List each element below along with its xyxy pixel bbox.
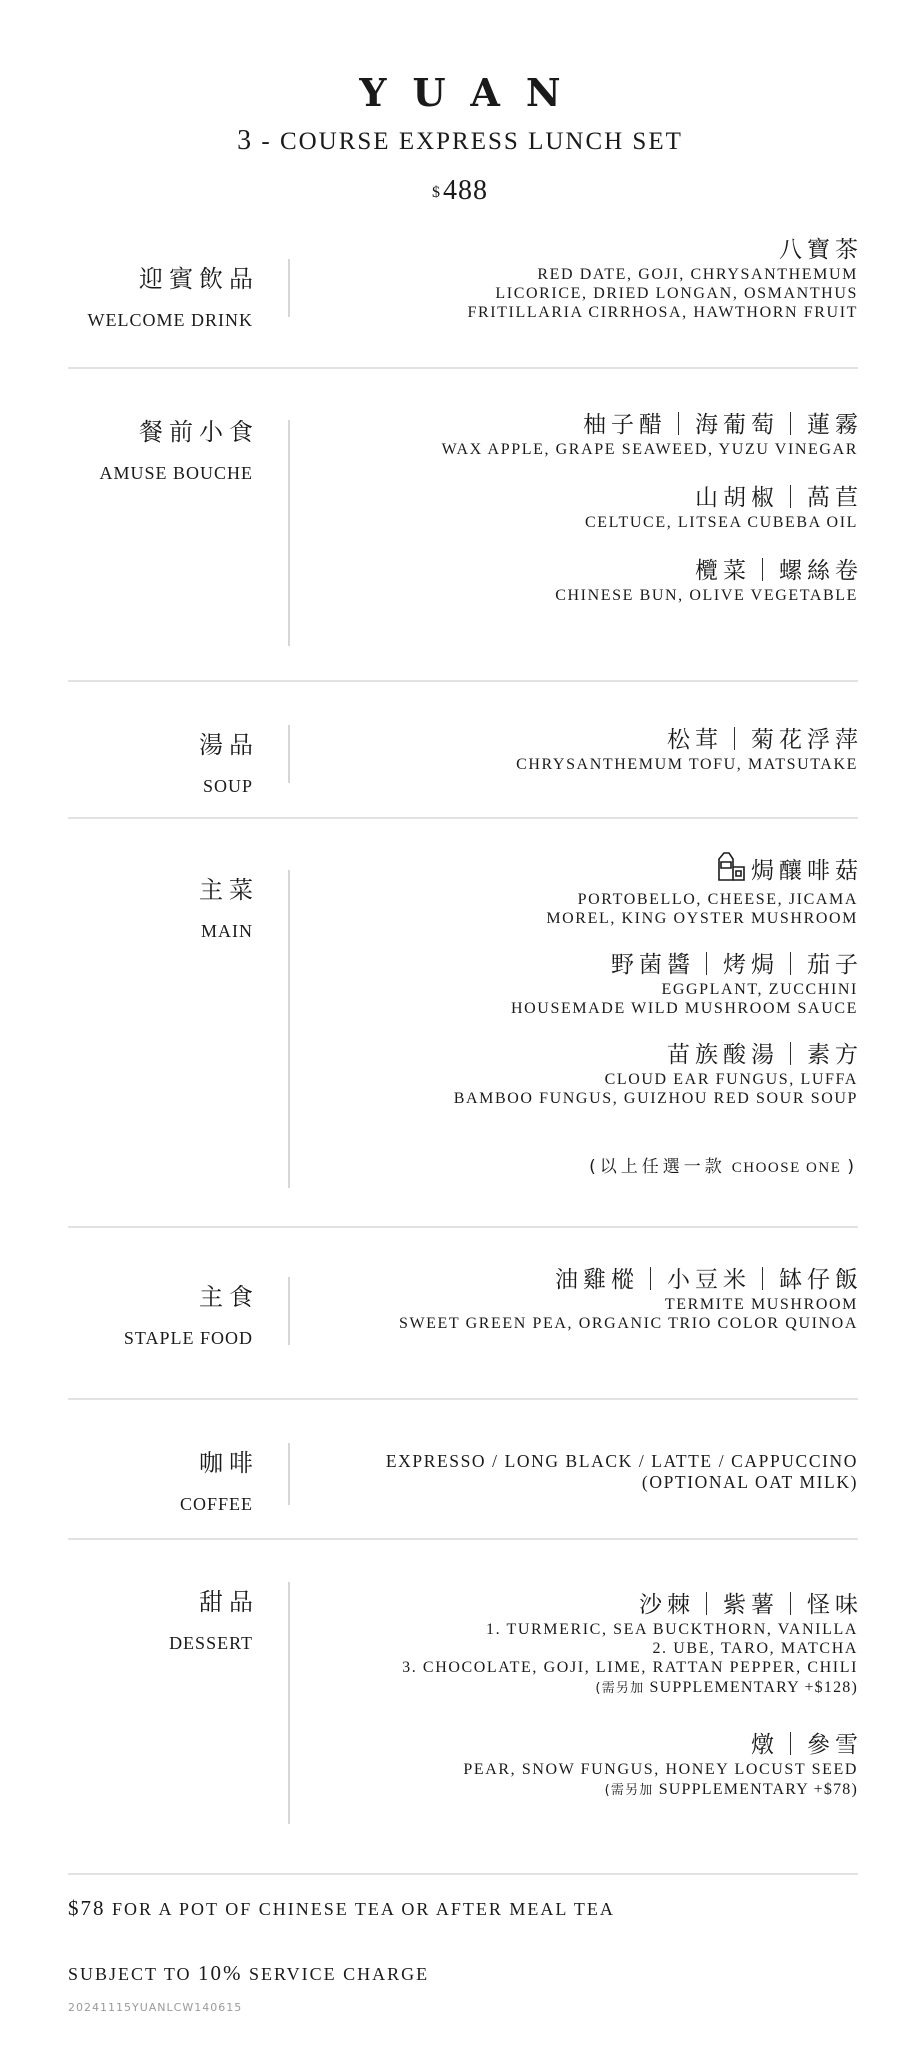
section-title-zh: 甜品 bbox=[199, 1588, 259, 1616]
section-label bbox=[68, 1443, 259, 1515]
dish-desc-line: WAX APPLE, GRAPE SEAWEED, YUZU VINEGAR bbox=[441, 441, 858, 458]
dish-name-zh: 油雞樅｜小豆米｜缽仔飯 bbox=[555, 1267, 863, 1293]
set-price bbox=[0, 175, 920, 207]
dish-name-zh: 八寶茶 bbox=[779, 237, 863, 263]
dish-item bbox=[298, 725, 863, 774]
dish-list bbox=[298, 1265, 863, 1353]
dish-desc-line: TERMITE MUSHROOM bbox=[664, 1296, 858, 1313]
tea-pot-note bbox=[68, 1896, 615, 1921]
dish-name-zh: 野菌醬｜烤焗｜茄子 bbox=[611, 952, 863, 978]
choose-note-zh: (以上任選一款 bbox=[589, 1157, 726, 1177]
dish-item bbox=[298, 235, 863, 322]
dish-desc-line: CHINESE BUN, OLIVE VEGETABLE bbox=[555, 587, 858, 604]
section-title-zh: 主食 bbox=[199, 1283, 259, 1311]
dish-list bbox=[298, 850, 863, 1177]
service-pre: SUBJECT TO bbox=[68, 1964, 199, 1984]
dish-desc-line: 3. CHOCOLATE, GOJI, LIME, RATTAN PEPPER, CHILI bbox=[402, 1659, 858, 1676]
section-divider bbox=[68, 367, 858, 369]
section-title-en: WELCOME DRINK bbox=[87, 310, 253, 330]
section-divider bbox=[68, 1873, 858, 1875]
menu-code: 20241115YUANLCW140615 bbox=[68, 2001, 243, 2014]
dish-desc-line: BAMBOO FUNGUS, GUIZHOU RED SOUR SOUP bbox=[453, 1090, 858, 1107]
dish-name-zh: 沙棘｜紫薯｜怪味 bbox=[639, 1592, 863, 1618]
note-en: SUPPLEMENTARY +$128) bbox=[644, 1679, 858, 1696]
dish-list bbox=[298, 410, 863, 625]
section-divider bbox=[68, 1538, 858, 1540]
section-divider-line bbox=[288, 420, 290, 646]
section-welcome-drink bbox=[68, 235, 863, 330]
choose-note-en: CHOOSE ONE bbox=[731, 1160, 842, 1176]
dish-desc-line: EGGPLANT, ZUCCHINI bbox=[661, 981, 858, 998]
section-title-en: COFFEE bbox=[179, 1494, 253, 1514]
coffee-oat-milk-note: (OPTIONAL OAT MILK) bbox=[641, 1472, 858, 1492]
section-label bbox=[68, 1582, 259, 1654]
section-dessert bbox=[68, 1582, 863, 1832]
subtitle-number: 3 bbox=[237, 125, 254, 156]
section-label bbox=[68, 725, 259, 797]
dish-desc-line: MOREL, KING OYSTER MUSHROOM bbox=[546, 910, 858, 927]
dish-desc-line: PORTOBELLO, CHEESE, JICAMA bbox=[577, 891, 858, 908]
dish-item bbox=[298, 950, 863, 1018]
choose-one-note bbox=[298, 1152, 858, 1177]
section-divider-line bbox=[288, 259, 290, 317]
section-title-en: SOUP bbox=[202, 776, 253, 796]
dish-desc-line: PEAR, SNOW FUNGUS, HONEY LOCUST SEED bbox=[463, 1761, 858, 1778]
section-divider-line bbox=[288, 1443, 290, 1505]
dish-desc-line: CELTUCE, LITSEA CUBEBA OIL bbox=[584, 514, 858, 531]
section-title-en: DESSERT bbox=[169, 1633, 253, 1653]
dish-name-zh: 苗族酸湯｜素方 bbox=[667, 1042, 863, 1068]
supplementary-note bbox=[298, 1779, 858, 1802]
section-title-zh: 湯品 bbox=[199, 731, 259, 759]
dish-list bbox=[298, 1451, 858, 1493]
dish-desc-line: HOUSEMADE WILD MUSHROOM SAUCE bbox=[510, 1000, 858, 1017]
dish-item bbox=[298, 1040, 863, 1108]
section-label bbox=[68, 1277, 259, 1349]
section-title-zh: 餐前小食 bbox=[139, 418, 259, 446]
dish-list bbox=[298, 725, 863, 794]
section-title-zh: 主菜 bbox=[199, 876, 259, 904]
section-title-en: STAPLE FOOD bbox=[123, 1328, 253, 1348]
dish-item bbox=[298, 850, 863, 928]
dish-desc-line: SWEET GREEN PEA, ORGANIC TRIO COLOR QUINOA bbox=[398, 1315, 858, 1332]
dish-name-zh: 燉｜參雪 bbox=[751, 1732, 863, 1758]
dish-desc-line: RED DATE, GOJI, CHRYSANTHEMUM bbox=[537, 266, 858, 283]
dish-desc-line: 1. TURMERIC, SEA BUCKTHORN, VANILLA bbox=[485, 1621, 858, 1638]
dish-item bbox=[298, 1730, 863, 1802]
dish-name-zh: 山胡椒｜萵苣 bbox=[695, 485, 863, 511]
section-divider bbox=[68, 1398, 858, 1400]
section-title-en: MAIN bbox=[201, 921, 253, 941]
section-divider-line bbox=[288, 870, 290, 1188]
section-divider-line bbox=[288, 725, 290, 783]
service-charge-note bbox=[68, 1961, 429, 1986]
section-label bbox=[68, 870, 259, 942]
dish-name-zh: 欖菜｜螺絲卷 bbox=[695, 558, 863, 584]
choose-note-close: ) bbox=[847, 1157, 858, 1177]
section-coffee bbox=[68, 1443, 858, 1513]
section-title-zh: 咖啡 bbox=[199, 1449, 259, 1477]
note-zh: (需另加 bbox=[604, 1783, 654, 1798]
dish-desc-line: CLOUD EAR FUNGUS, LUFFA bbox=[604, 1071, 858, 1088]
section-title-zh: 迎賓飲品 bbox=[139, 265, 259, 293]
section-staple-food bbox=[68, 1265, 863, 1355]
section-amuse-bouche bbox=[68, 410, 863, 650]
menu-header bbox=[0, 70, 920, 207]
dish-list bbox=[298, 235, 863, 342]
section-divider bbox=[68, 680, 858, 682]
menu-subtitle bbox=[0, 125, 920, 157]
section-divider bbox=[68, 817, 858, 819]
section-label bbox=[68, 259, 259, 331]
dish-name-zh bbox=[298, 850, 863, 890]
dish-list bbox=[298, 1590, 863, 1822]
subtitle-text: - COURSE EXPRESS LUNCH SET bbox=[253, 128, 683, 155]
dish-item bbox=[298, 410, 863, 459]
dish-item bbox=[298, 1265, 863, 1333]
supplementary-note bbox=[298, 1677, 858, 1700]
note-en: SUPPLEMENTARY +$78) bbox=[653, 1781, 858, 1798]
dish-desc-line: CHRYSANTHEMUM TOFU, MATSUTAKE bbox=[516, 756, 858, 773]
section-divider bbox=[68, 1226, 858, 1228]
service-percent: 10% bbox=[198, 1961, 243, 1985]
section-soup bbox=[68, 725, 863, 796]
dish-name-zh: 柚子醋｜海葡萄｜蓮霧 bbox=[583, 412, 863, 438]
dish-desc-line: FRITILLARIA CIRRHOSA, HAWTHORN FRUIT bbox=[467, 304, 858, 321]
dish-desc-line: LICORICE, DRIED LONGAN, OSMANTHUS bbox=[495, 285, 858, 302]
price-value: 488 bbox=[443, 175, 488, 206]
dish-name-text: 焗釀啡菇 bbox=[751, 858, 863, 884]
clay-pot-icon bbox=[715, 850, 747, 890]
tea-price: $78 bbox=[68, 1896, 106, 1920]
brand-title: YUAN bbox=[359, 70, 587, 115]
dish-item bbox=[298, 483, 863, 532]
service-post: SERVICE CHARGE bbox=[242, 1964, 430, 1984]
dish-item bbox=[298, 1590, 863, 1700]
tea-note-text: FOR A POT OF CHINESE TEA OR AFTER MEAL TEA bbox=[105, 1899, 615, 1919]
section-label bbox=[68, 412, 259, 484]
dish-desc-line: 2. UBE, TARO, MATCHA bbox=[652, 1640, 858, 1657]
dish-name-zh: 松茸｜菊花浮萍 bbox=[667, 727, 863, 753]
section-divider-line bbox=[288, 1582, 290, 1824]
coffee-options: EXPRESSO / LONG BLACK / LATTE / CAPPUCCINO bbox=[385, 1451, 858, 1471]
price-currency: $ bbox=[432, 184, 441, 201]
dish-item bbox=[298, 556, 863, 605]
section-divider-line bbox=[288, 1277, 290, 1345]
section-title-en: AMUSE BOUCHE bbox=[99, 463, 253, 483]
section-main bbox=[68, 850, 863, 1190]
note-zh: (需另加 bbox=[595, 1681, 645, 1696]
